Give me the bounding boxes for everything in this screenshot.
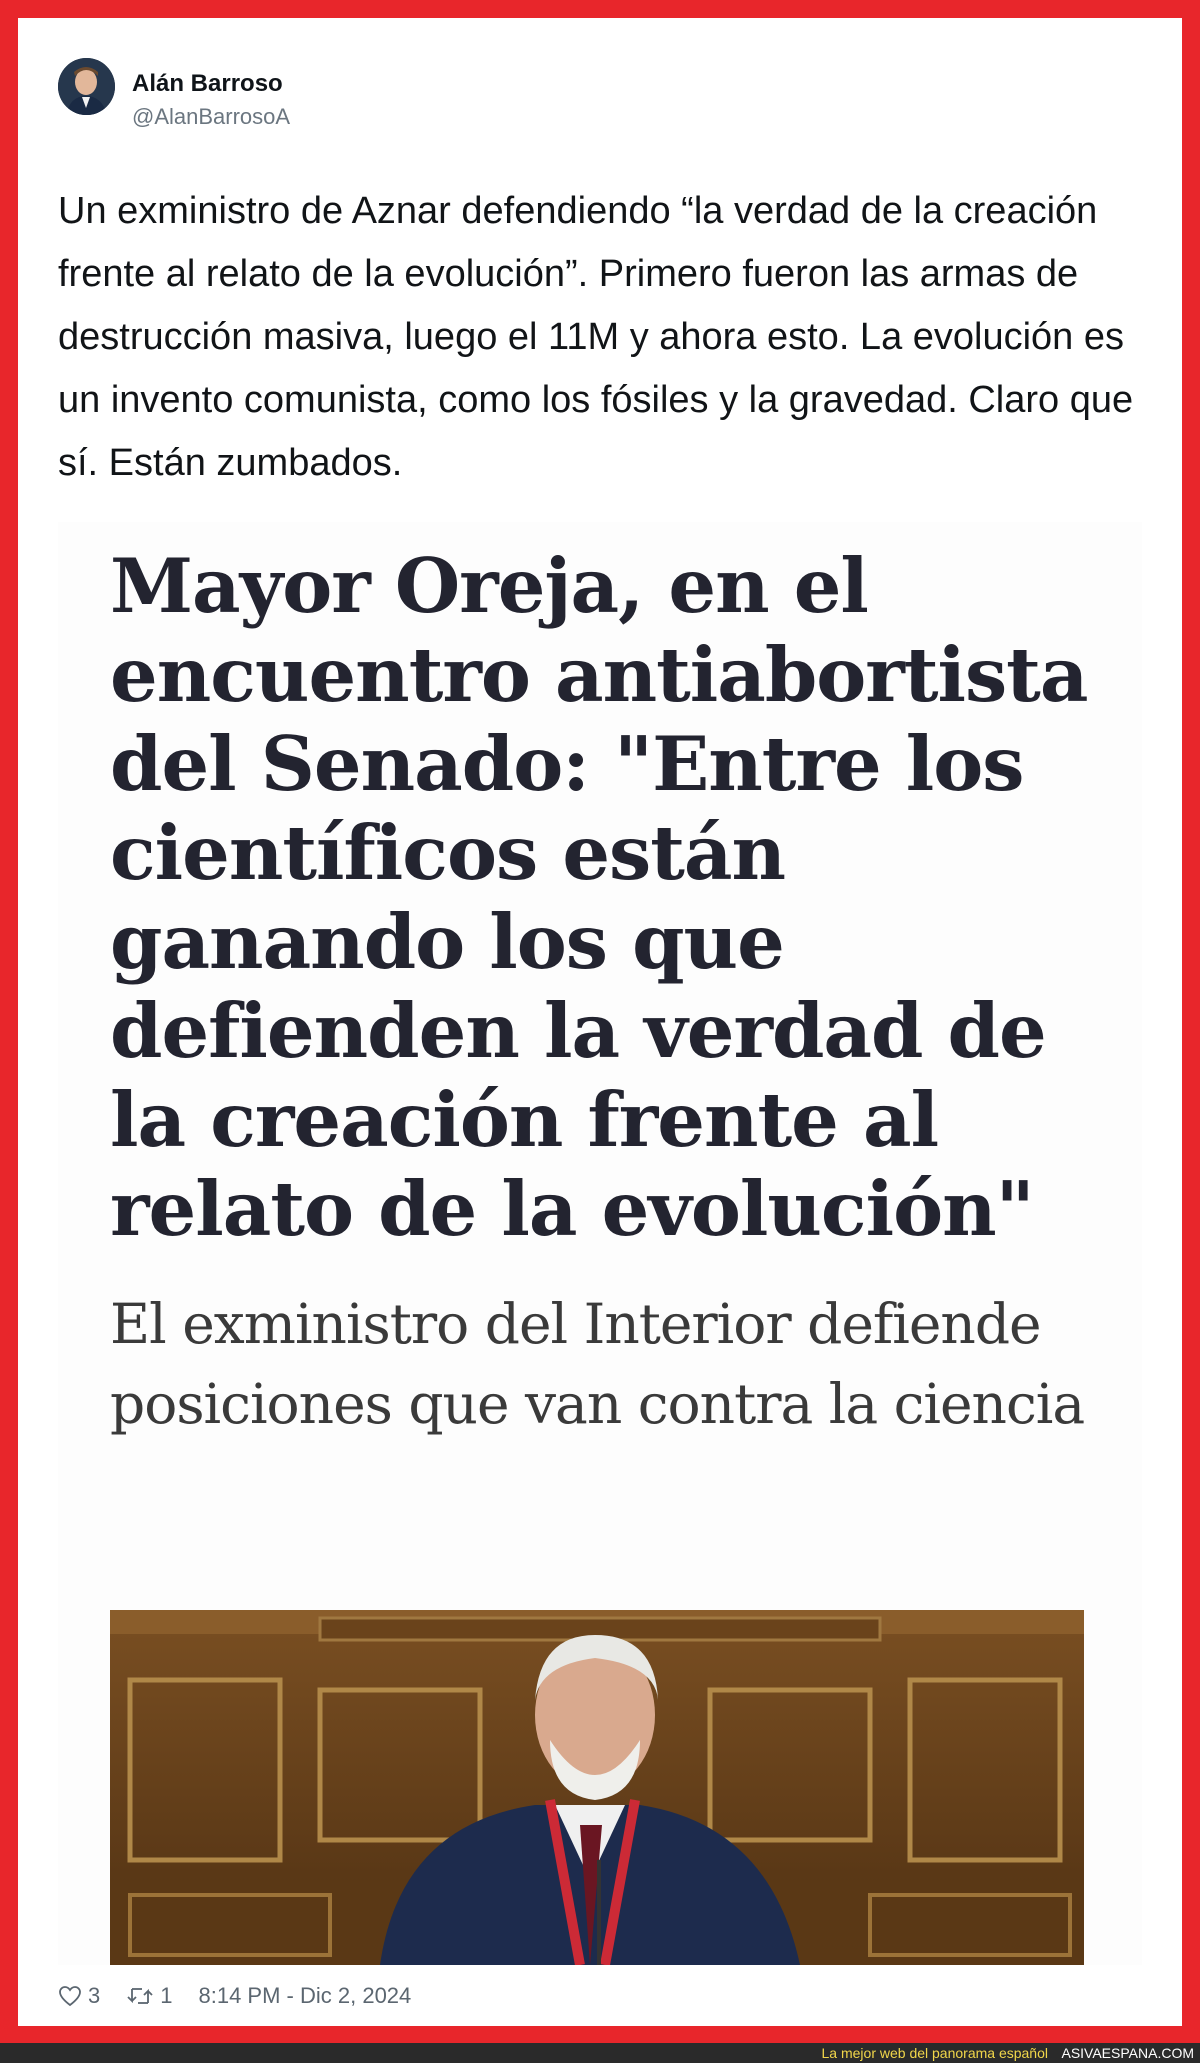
tweet-media-image[interactable] (58, 522, 1142, 1965)
article-subheadline: El exministro del Interior defiende posiciones que van contra la ciencia (110, 1292, 1085, 1436)
author-handle[interactable]: @AlanBarrosoA (132, 104, 291, 129)
speaker-photo-illustration (110, 1610, 1084, 1965)
avatar[interactable] (58, 58, 115, 115)
like-button[interactable] (58, 1983, 100, 2009)
heart-icon (58, 1985, 82, 2007)
banner-slogan: La mejor web del panorama español (821, 2045, 1048, 2061)
banner-site-link[interactable]: ASIVAESPANA.COM (1061, 2045, 1194, 2061)
avatar-portrait-icon (58, 58, 115, 115)
site-banner (0, 2043, 1200, 2063)
article-headline: Mayor Oreja, en el encuentro antiabortista del Senado: "Entre los científicos están ganando los que defienden la verdad de la creación frente al relato de la evolución" (110, 542, 1088, 1253)
tweet-text: Un exministro de Aznar defendiendo “la verdad de la creación frente al relato de la evolución”. Primero fueron las armas de destrucción masiva, luego el 11M y ahora esto. La evolución es un invento comunista, como los fósiles y la gravedad. Claro que sí. Están zumbados. (58, 190, 1134, 484)
retweet-icon (126, 1985, 154, 2007)
like-count: 3 (88, 1983, 101, 2008)
senate-photo (110, 1610, 1084, 1965)
retweet-count: 1 (160, 1983, 173, 2008)
retweet-button[interactable] (126, 1983, 172, 2009)
tweet-timestamp[interactable]: 8:14 PM - Dic 2, 2024 (198, 1983, 412, 2008)
tweet-footer (58, 1976, 411, 2016)
author-name[interactable]: Alán Barroso (132, 70, 283, 97)
tweet-card (18, 18, 1182, 2026)
